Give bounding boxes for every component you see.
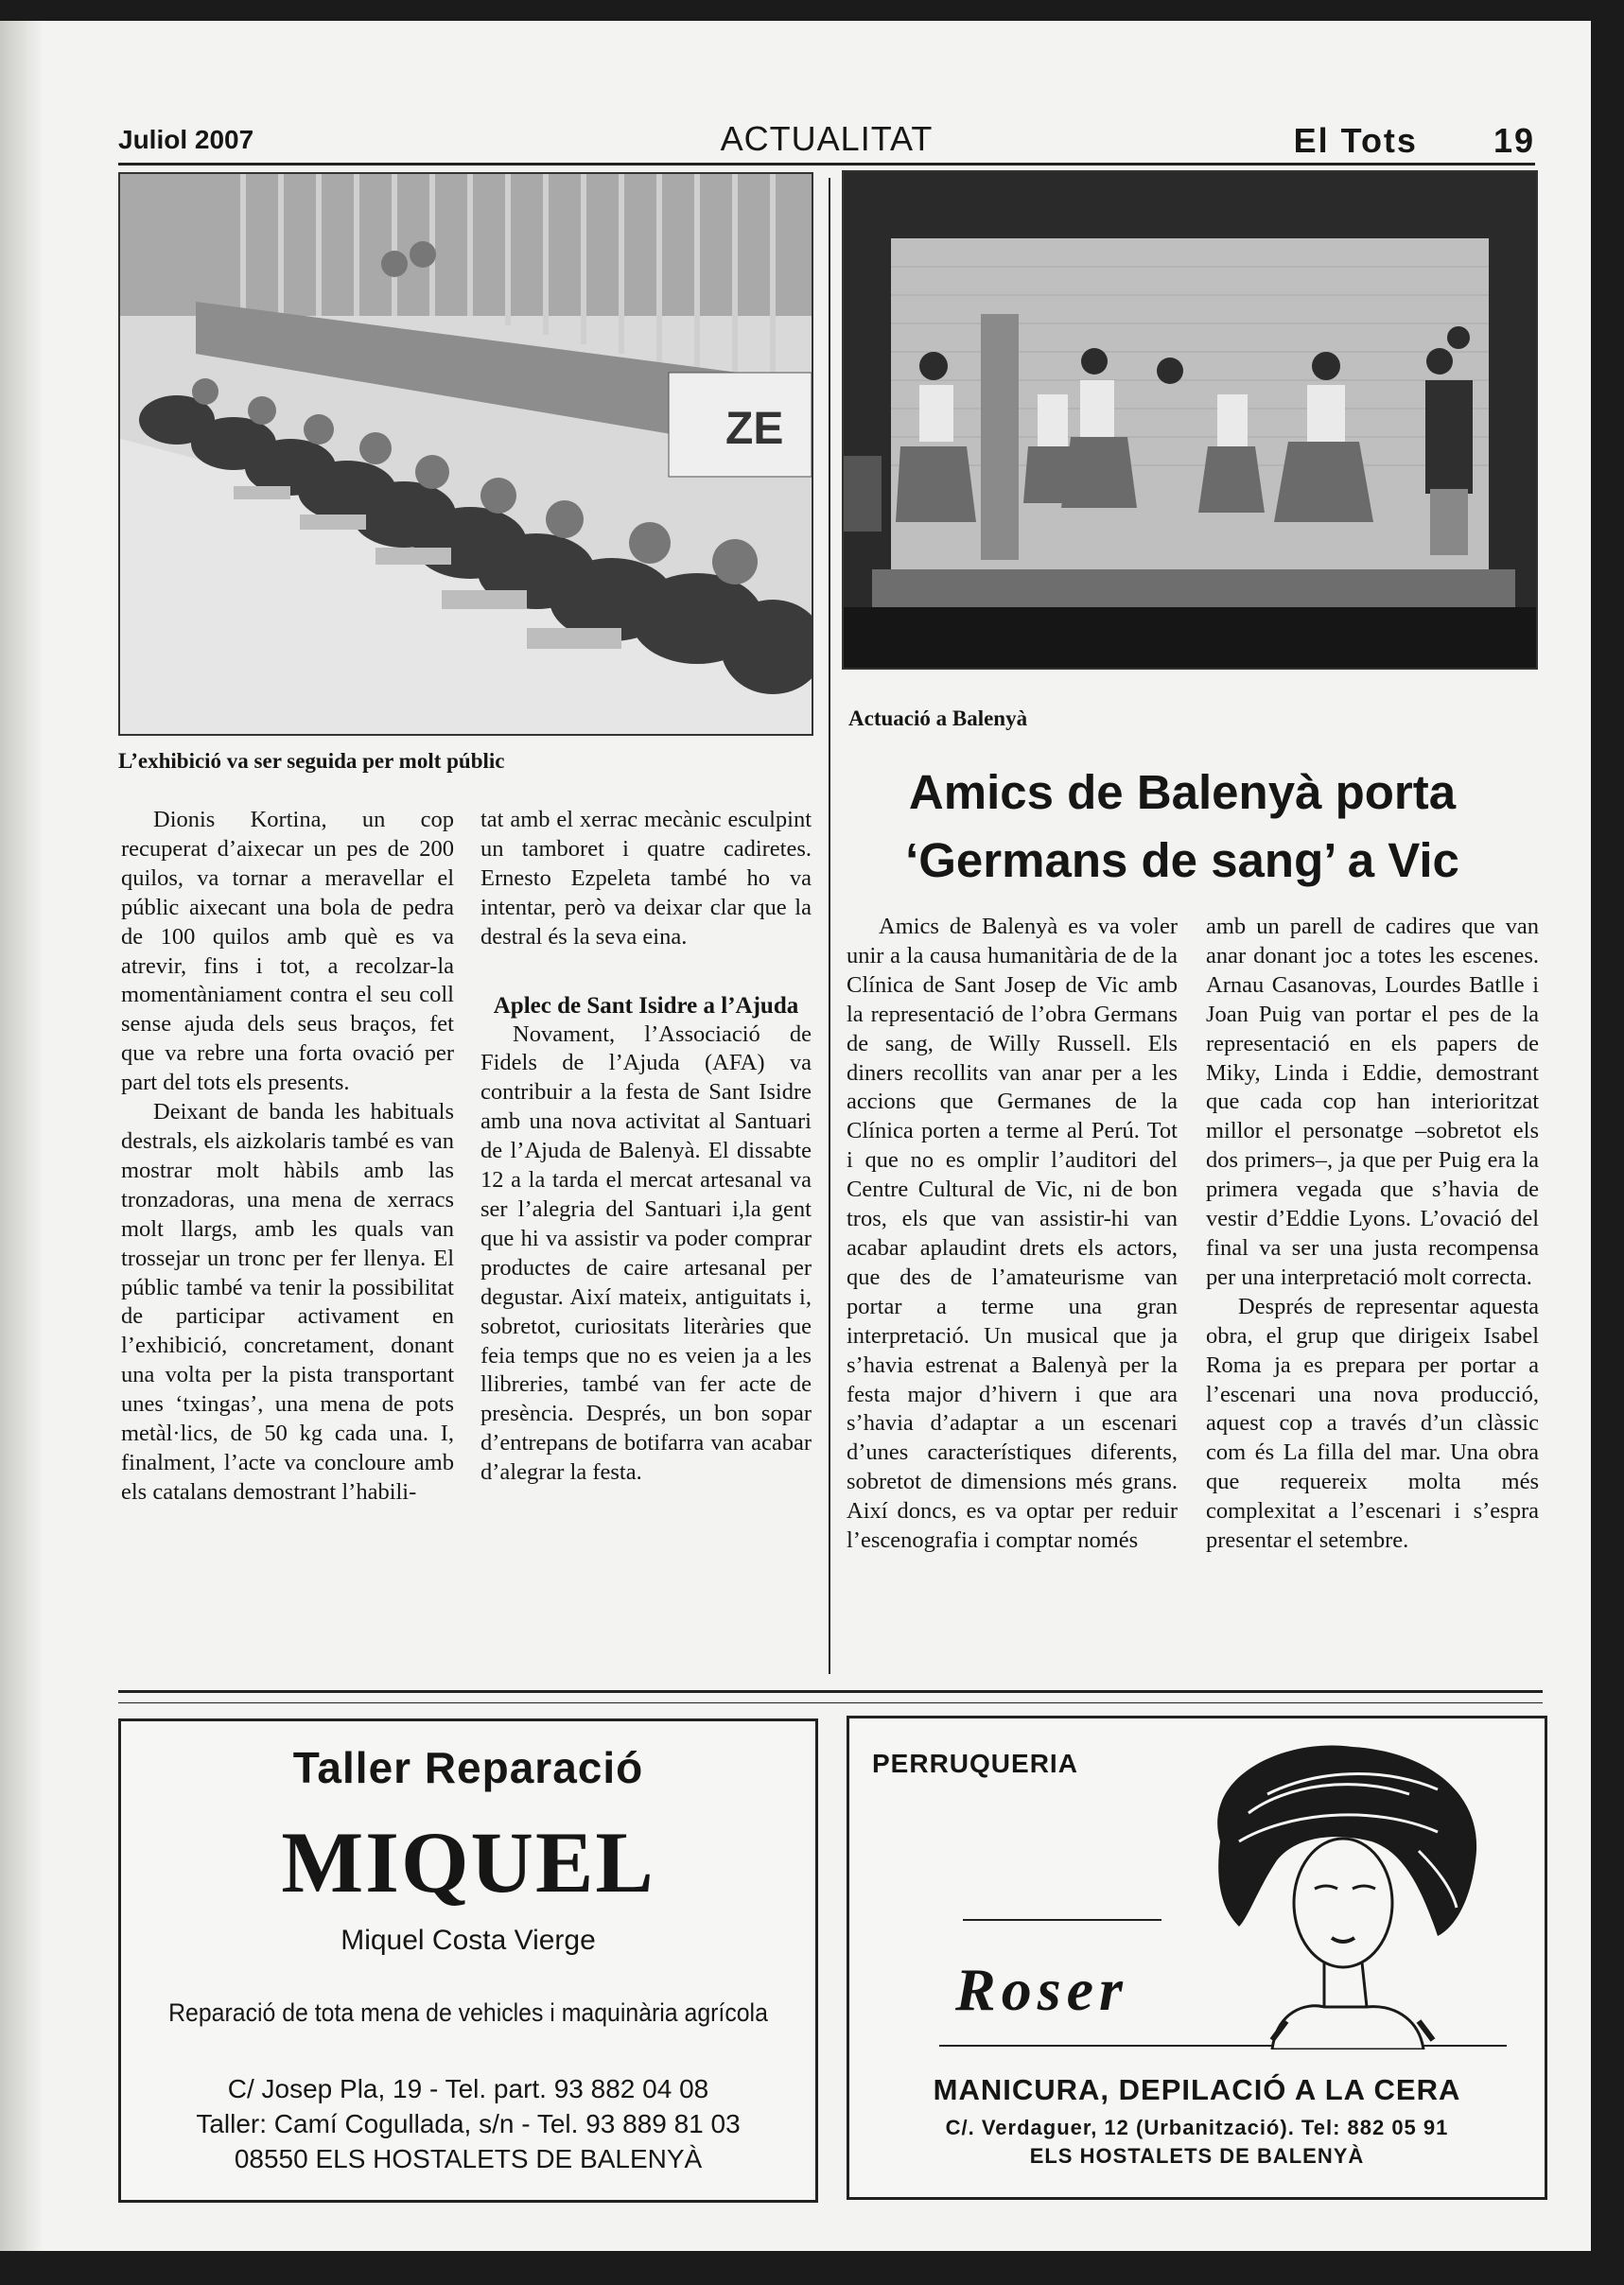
page-curl-shadow xyxy=(0,21,44,2251)
paragraph: Novament, l’Associació de Fidels de l’Ajuda (AFA) va contribuir a la festa de Sant Isidre amb una nova activitat al Santuari de l’Ajuda de Balenyà. El dissabte 12 a la tarda el mercat artesanal va ser l’alegria del Santuari i,la gent que hi va assistir va poder comprar productes de caire artesanal per degustar. Així mateix, antiguitats i, sobretot, curiositats literàries que feia temps que no es veien ja a les llibreries, també van fer acte de presència. Després, un bon sopar d’entrepans de botifarra van acabar d’alegrar la festa. xyxy=(480,1020,812,1486)
ad-roser-address xyxy=(849,2114,1545,2171)
ad-roser-kind: PERRUQUERIA xyxy=(872,1749,1078,1778)
ad-roser-name: Roser xyxy=(955,1956,1128,2023)
subheading: Aplec de Sant Isidre a l’Ajuda xyxy=(493,992,799,1019)
headline: Amics de Balenyà porta ‘Germans de sang’ a Vic xyxy=(905,765,1459,887)
issue-date: Juliol 2007 xyxy=(118,125,254,154)
page-number: 19 xyxy=(1493,121,1535,160)
left-story-column-2 xyxy=(480,806,812,1488)
column-divider xyxy=(829,178,830,1674)
ad-miquel-description: Reparació de tota mena de vehicles i maquinària agrícola xyxy=(168,1998,768,2027)
address-line: 08550 ELS HOSTALETS DE BALENYÀ xyxy=(234,2144,703,2173)
section-divider xyxy=(118,1690,1543,1703)
ad-miquel-name: MIQUEL xyxy=(281,1814,655,1910)
masthead xyxy=(1294,121,1535,161)
section-title: ACTUALITAT xyxy=(720,119,934,158)
svg-text:ZE: ZE xyxy=(725,404,784,454)
right-story-column-2 xyxy=(1206,913,1539,1556)
paragraph: Dionis Kortina, un cop recuperat d’aixecar un pes de 200 quilos, va tornar a meravellar el públic aixecant una bola de pedra de 100 quilos amb què es va atrevir, fins i tot, a recolzar-la momentàniament contra el seu coll sense ajuda dels seus braços, fet que va rebre una forta ovació per part del tots els presents. xyxy=(121,807,454,1096)
left-story-column-1 xyxy=(121,806,454,1508)
decorative-rule xyxy=(963,1919,1161,1921)
hairstyle-illustration-icon xyxy=(1182,1737,1494,2050)
magazine-page xyxy=(0,21,1591,2251)
paragraph: amb un parell de cadires que van anar donant joc a totes les escenes. Arnau Casanovas, Lourdes Batlle i Joan Puig van portar el pes de la representació en els papers de Miky, Linda i Eddie, demostrant que cada cop han interioritzat millor el personatge –sobretot els dos primers–, ja que per Puig era la primera vegada que s’havia de vestir d’Eddie Lyons. L’ovació del final va ser una justa recompensa per una interpretació molt correcta. xyxy=(1206,914,1539,1290)
page-header xyxy=(118,96,1535,166)
ad-miquel-title: Taller Reparació xyxy=(292,1743,644,1792)
crowd-photo xyxy=(118,172,813,736)
paragraph: tat amb el xerrac mecànic esculpint un tamboret i quatre cadiretes. Ernesto Ezpeleta també ho va intentar, però va deixar clar que la destral és la seva eina. xyxy=(480,807,812,950)
ad-roser-services: MANICURA, DEPILACIÓ A LA CERA xyxy=(933,2073,1461,2106)
paragraph: Deixant de banda les habituals destrals, els aizkolaris també es van mostrar molt hàbils amb las tronzadoras, una mena de xerracs molt llargs, amb les quals van trossejar un tronc per fer llenya. El públic també va tenir la possibilitat de participar activament en l’exhibició, concretament, donant una volta per la pista transportant unes ‘txingas’, una mena de pots metàl·lics, de 50 kg cada una. I, finalment, l’acte va concloure amb els catalans demostrant l’habili- xyxy=(121,1099,454,1505)
paragraph: Després de representar aquesta obra, el grup que dirigeix Isabel Roma ja es prepara per portar a l’escenari una nova producció, aquest cop a través d’un clàssic com és La filla del mar. Una obra que requereix molta més complexitat a l’escenari i s’espra presentar el setembre. xyxy=(1206,1293,1539,1554)
ad-miquel-owner: Miquel Costa Vierge xyxy=(341,1925,596,1956)
address-line: C/ Josep Pla, 19 - Tel. part. 93 882 04 08 xyxy=(227,2074,709,2103)
ad-taller-miquel xyxy=(118,1718,818,2203)
right-story-column-1 xyxy=(847,913,1178,1556)
ad-perruqueria-roser xyxy=(847,1716,1547,2200)
paragraph: Amics de Balenyà es va voler unir a la causa humanitària de de la Clínica de Sant Josep de Vic amb la representació de l’obra Germans de sang, de Willy Russell. Els diners recollits van anar per a les accions que Germanes de la Clínica porten a terme al Perú. Tot i que no es omplir l’auditori del Centre Cultural de Vic, ni de bon tros, els que van assistir-hi van acabar aplaudint drets els actors, que des de l’amateurisme van portar a terme una gran interpretació. Un musical que ja s’havia estrenat a Balenyà per la festa major d’hivern i que ara s’havia d’adaptar a un escenari d’unes característiques diferents, sobretot de dimensions més grans. Així doncs, es va optar per reduir l’escenografia i comptar només xyxy=(847,914,1178,1554)
address-line: ELS HOSTALETS DE BALENYÀ xyxy=(1029,2144,1365,2168)
theatre-photo xyxy=(842,170,1538,670)
publication-name: El Tots xyxy=(1293,121,1418,160)
address-line: Taller: Camí Cogullada, s/n - Tel. 93 889 81 03 xyxy=(196,2109,741,2138)
address-line: C/. Verdaguer, 12 (Urbanització). Tel: 882 05 91 xyxy=(945,2116,1449,2139)
crowd-photo-caption: L’exhibició va ser seguida per molt públic xyxy=(118,749,505,773)
theatre-photo-caption: Actuació a Balenyà xyxy=(848,706,1028,730)
ad-miquel-address xyxy=(121,2071,815,2176)
